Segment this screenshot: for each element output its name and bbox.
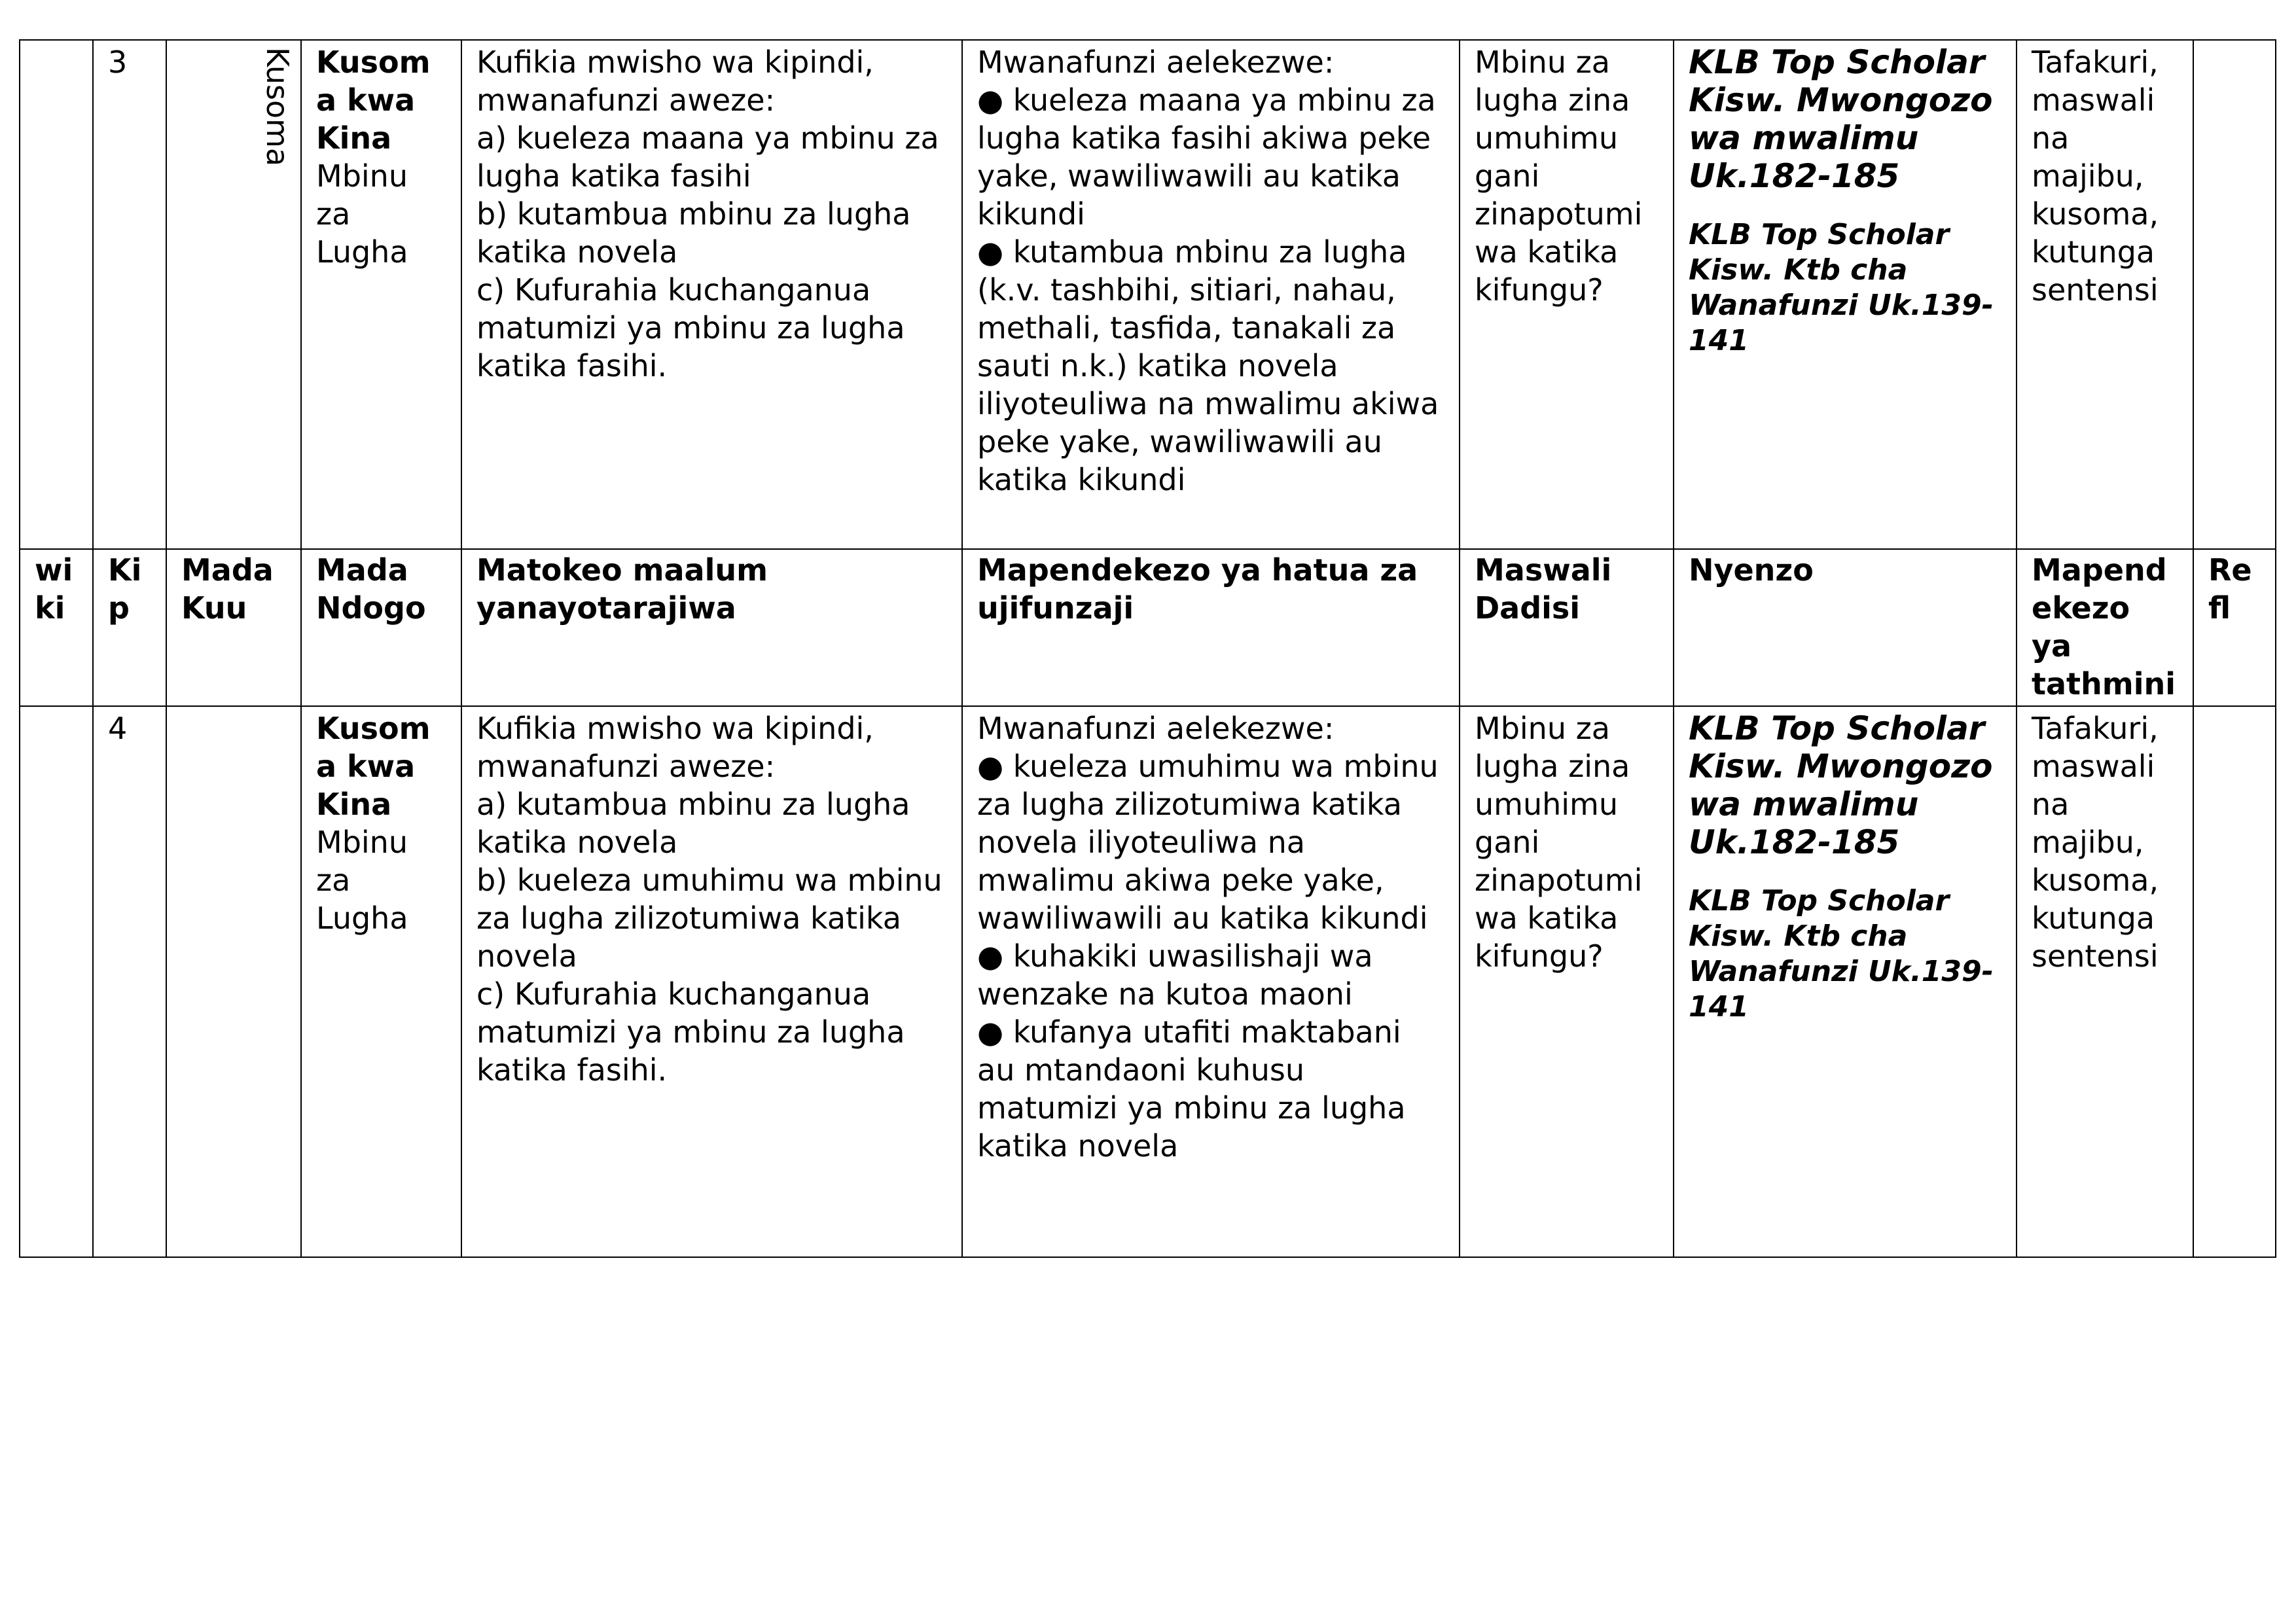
tathmini-cell: Tafakuri, maswali na majibu, kusoma, kutunga sentensi: [2017, 40, 2193, 549]
refl-cell: [2193, 40, 2276, 549]
mada-ndogo-subtitle: Mbinu za Lugha: [316, 158, 408, 270]
header-refl: Refl: [2193, 549, 2276, 706]
mada-ndogo-subtitle: Mbinu za Lugha: [316, 825, 408, 936]
mapendekezo-intro: Mwanafunzi aelekezwe:: [977, 45, 1335, 80]
mapendekezo-bullet: ● kueleza umuhimu wa mbinu za lugha zilizotumiwa katika novela iliyoteuliwa na mwalimu akiwa peke yake, wawiliwawili au katika kikundi: [977, 749, 1439, 936]
wiki-cell: [20, 40, 93, 549]
mapendekezo-cell: [962, 706, 1460, 1257]
mada-ndogo-cell: [301, 706, 461, 1257]
kipindi-cell: 3: [93, 40, 166, 549]
header-mada-ndogo: Mada Ndogo: [301, 549, 461, 706]
nyenzo-cell: [1674, 706, 2017, 1257]
tathmini-cell: Tafakuri, maswali na majibu, kusoma, kutunga sentensi: [2017, 706, 2193, 1257]
mapendekezo-cell: [962, 40, 1460, 549]
matokeo-cell: [461, 706, 962, 1257]
header-mapendekezo: Mapendekezo ya hatua za ujifunzaji: [962, 549, 1460, 706]
mada-ndogo-title: Kusoma kwa Kina: [316, 45, 431, 156]
matokeo-intro: Kufikia mwisho wa kipindi, mwanafunzi aweze:: [476, 711, 874, 784]
kipindi-cell: 4: [93, 706, 166, 1257]
nyenzo-secondary: KLB Top Scholar Kisw. Ktb cha Wanafunzi Uk.139-141: [1689, 884, 1994, 1024]
header-matokeo: Matokeo maalum yanayotarajiwa: [461, 549, 962, 706]
nyenzo-cell: [1674, 40, 2017, 549]
maswali-cell: Mbinu za lugha zina umuhimu gani zinapotumiwa katika kifungu?: [1460, 40, 1674, 549]
header-mada-kuu: Mada Kuu: [166, 549, 301, 706]
mada-kuu-cell: [166, 706, 301, 1257]
nyenzo-secondary: KLB Top Scholar Kisw. Ktb cha Wanafunzi Uk.139-141: [1689, 218, 1994, 357]
table-row: [20, 706, 2276, 1257]
matokeo-item: a) kutambua mbinu za lugha katika novela: [476, 787, 910, 860]
matokeo-item: b) kueleza umuhimu wa mbinu za lugha zilizotumiwa katika novela: [476, 863, 942, 974]
matokeo-cell: [461, 40, 962, 549]
wiki-cell: [20, 706, 93, 1257]
nyenzo-primary: KLB Top Scholar Kisw. Mwongozo wa mwalimu Uk.182-185: [1689, 43, 1993, 195]
matokeo-item: a) kueleza maana ya mbinu za lugha katika fasihi: [476, 120, 939, 194]
refl-cell: [2193, 706, 2276, 1257]
matokeo-item: c) Kufurahia kuchanganua matumizi ya mbinu za lugha katika fasihi.: [476, 272, 905, 383]
header-maswali: Maswali Dadisi: [1460, 549, 1674, 706]
matokeo-intro: Kufikia mwisho wa kipindi, mwanafunzi aweze:: [476, 45, 874, 118]
scheme-of-work-table: [19, 39, 2276, 1258]
mapendekezo-bullet: ● kutambua mbinu za lugha (k.v. tashbihi, sitiari, nahau, methali, tasfida, tanakali za sauti n.k.) katika novela iliyoteuliwa na mwalimu akiwa peke yake, wawiliwawili au katika kikundi: [977, 234, 1439, 497]
header-kipindi: Kip: [93, 549, 166, 706]
mada-kuu-vertical-text: Kusoma: [260, 47, 295, 167]
mapendekezo-intro: Mwanafunzi aelekezwe:: [977, 711, 1335, 746]
mada-kuu-cell: [166, 40, 301, 549]
mapendekezo-bullet: ● kufanya utafiti maktabani au mtandaoni kuhusu matumizi ya mbinu za lugha katika novela: [977, 1014, 1406, 1164]
header-row: [20, 549, 2276, 706]
matokeo-item: b) kutambua mbinu za lugha katika novela: [476, 196, 911, 270]
mapendekezo-bullet: ● kueleza maana ya mbinu za lugha katika fasihi akiwa peke yake, wawiliwawili au katika kikundi: [977, 82, 1436, 232]
header-nyenzo: Nyenzo: [1674, 549, 2017, 706]
matokeo-item: c) Kufurahia kuchanganua matumizi ya mbinu za lugha katika fasihi.: [476, 976, 905, 1088]
header-tathmini: Mapendekezo ya tathmini: [2017, 549, 2193, 706]
header-wiki: wiki: [20, 549, 93, 706]
table-row: [20, 40, 2276, 549]
mada-ndogo-cell: [301, 40, 461, 549]
mada-ndogo-title: Kusoma kwa Kina: [316, 711, 431, 822]
mapendekezo-bullet: ● kuhakiki uwasilishaji wa wenzake na kutoa maoni: [977, 938, 1373, 1012]
nyenzo-primary: KLB Top Scholar Kisw. Mwongozo wa mwalimu Uk.182-185: [1689, 709, 1993, 861]
maswali-cell: Mbinu za lugha zina umuhimu gani zinapotumiwa katika kifungu?: [1460, 706, 1674, 1257]
